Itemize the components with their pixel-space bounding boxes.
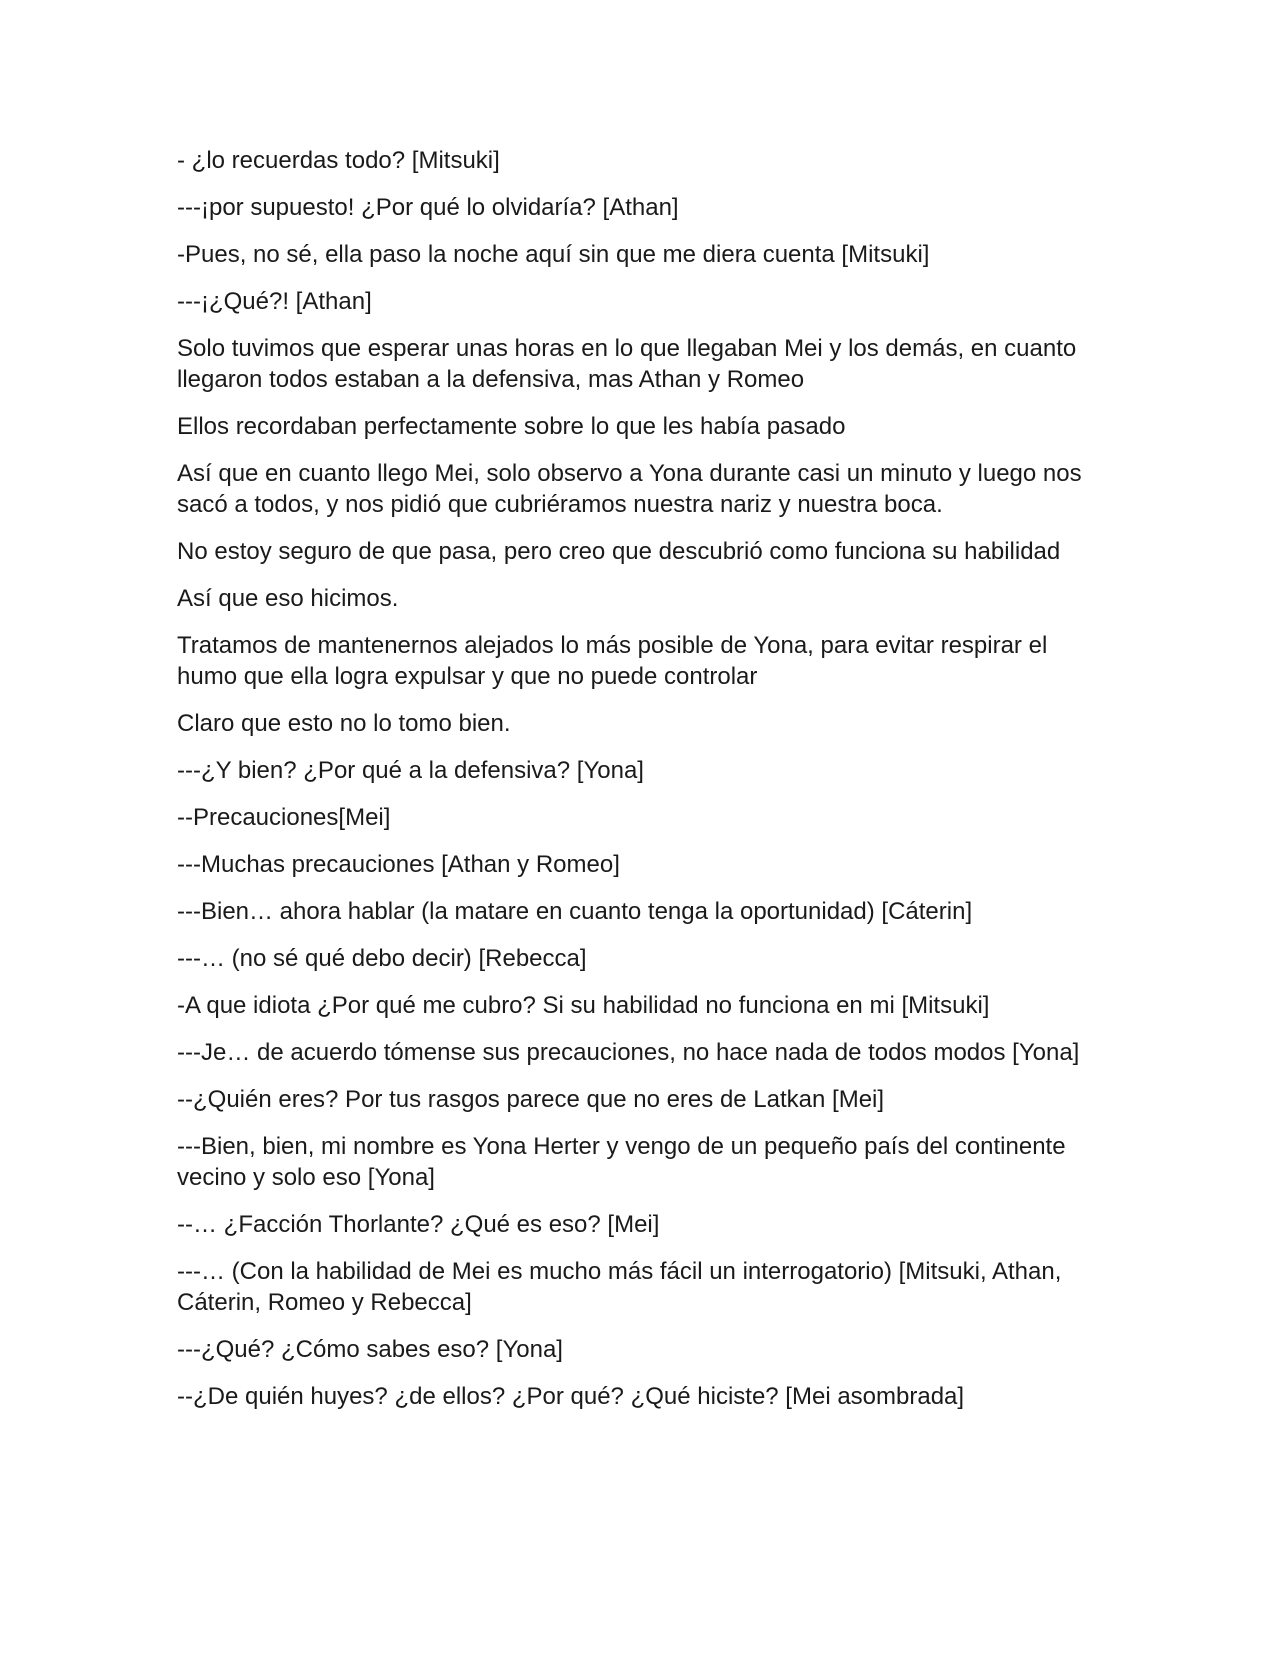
- paragraph: ---¿Y bien? ¿Por qué a la defensiva? [Yona]: [177, 757, 644, 784]
- paragraph: - ¿lo recuerdas todo? [Mitsuki]: [177, 147, 500, 174]
- paragraph: Tratamos de mantenernos alejados lo más posible de Yona, para evitar respirar el humo que ella logra expulsar y que no puede controlar: [177, 632, 1048, 690]
- paragraph: ---… (no sé qué debo decir) [Rebecca]: [177, 945, 587, 972]
- paragraph: Claro que esto no lo tomo bien.: [177, 710, 511, 737]
- paragraph: ---¡¿Qué?! [Athan]: [177, 288, 372, 315]
- paragraph: --¿Quién eres? Por tus rasgos parece que no eres de Latkan [Mei]: [177, 1086, 885, 1113]
- paragraph: ---Bien… ahora hablar (la matare en cuanto tenga la oportunidad) [Cáterin]: [177, 898, 973, 925]
- paragraph: Así que en cuanto llego Mei, solo observo a Yona durante casi un minuto y luego nos sacó a todos, y nos pidió que cubriéramos nuestra nariz y nuestra boca.: [177, 460, 1082, 518]
- paragraph: ---Bien, bien, mi nombre es Yona Herter y vengo de un pequeño país del continente vecino y solo eso [Yona]: [177, 1133, 1066, 1191]
- paragraph: --¿De quién huyes? ¿de ellos? ¿Por qué? ¿Qué hiciste? [Mei asombrada]: [177, 1383, 965, 1410]
- paragraph: Solo tuvimos que esperar unas horas en lo que llegaban Mei y los demás, en cuanto llegaron todos estaban a la defensiva, mas Athan y Romeo: [177, 335, 1077, 393]
- paragraph: ---¿Qué? ¿Cómo sabes eso? [Yona]: [177, 1336, 563, 1363]
- paragraph: Así que eso hicimos.: [177, 585, 399, 612]
- paragraph: Ellos recordaban perfectamente sobre lo que les había pasado: [177, 413, 846, 440]
- document-body: [177, 145, 1107, 1428]
- paragraph: ---… (Con la habilidad de Mei es mucho más fácil un interrogatorio) [Mitsuki, Athan, Cáterin, Romeo y Rebecca]: [177, 1258, 1062, 1316]
- paragraph: -A que idiota ¿Por qué me cubro? Si su habilidad no funciona en mi [Mitsuki]: [177, 992, 990, 1019]
- paragraph: --… ¿Facción Thorlante? ¿Qué es eso? [Mei]: [177, 1211, 660, 1238]
- paragraph: -Pues, no sé, ella paso la noche aquí sin que me diera cuenta [Mitsuki]: [177, 241, 930, 268]
- paragraph: ---Muchas precauciones [Athan y Romeo]: [177, 851, 620, 878]
- paragraph: No estoy seguro de que pasa, pero creo que descubrió como funciona su habilidad: [177, 538, 1061, 565]
- paragraph: --Precauciones[Mei]: [177, 804, 391, 831]
- paragraph: ---Je… de acuerdo tómense sus precauciones, no hace nada de todos modos [Yona]: [177, 1039, 1080, 1066]
- paragraph: ---¡por supuesto! ¿Por qué lo olvidaría? [Athan]: [177, 194, 679, 221]
